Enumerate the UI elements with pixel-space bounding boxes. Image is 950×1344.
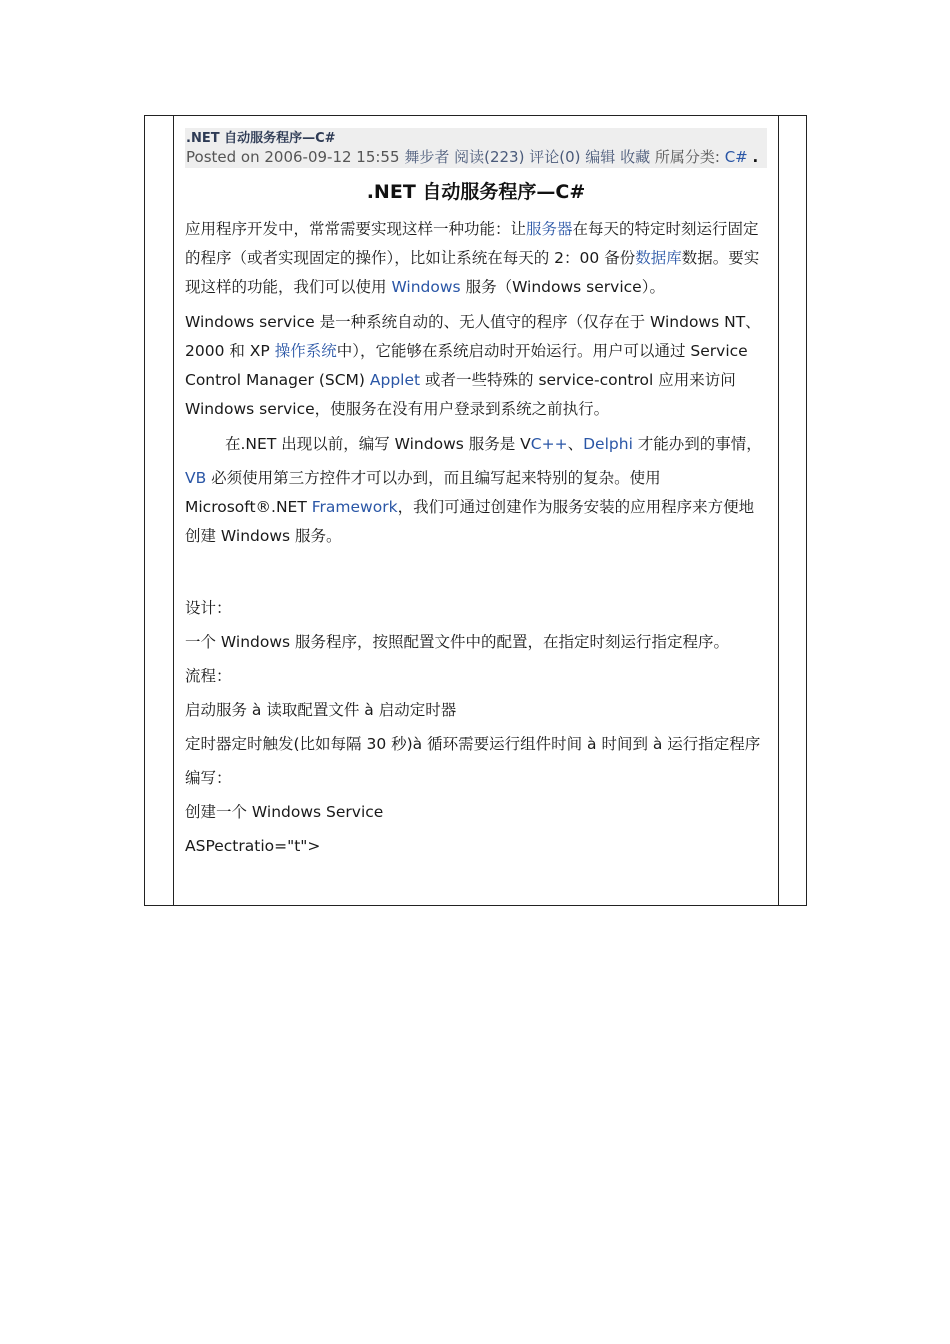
post-meta (186, 147, 765, 167)
link-applet[interactable]: Applet (369, 371, 421, 389)
text: 在每天的特定时刻运行固定的程序（或者实现固定的操作），比如让系统在每天的 2：00 备份 (185, 220, 759, 267)
category-label: 所属分类: (654, 148, 720, 166)
post-title-link[interactable]: .NET 自动服务程序—C# (186, 131, 336, 146)
post-header (185, 128, 767, 168)
text: ，我们可通过创建作为服务安装的应用程序来方便地创建 Windows 服务。 (185, 498, 755, 545)
paragraph-2 (185, 308, 767, 424)
spacer (185, 551, 767, 589)
article-frame (144, 115, 807, 906)
link-delphi[interactable]: Delphi (583, 435, 633, 453)
flow-step-2: 定时器定时触发(比如每隔 30 秒)à 循环需要运行组件时间 à 时间到 à 运行指定程序 (185, 735, 761, 753)
design-text: 一个 Windows 服务程序，按照配置文件中的配置，在指定时刻运行指定程序。 (185, 633, 730, 651)
text: Windows service 是一种系统自动的、无人值守的程序（仅存在于 Windows NT、2000 和 XP (185, 313, 761, 360)
right-column-divider (778, 116, 779, 905)
paragraph-1 (185, 215, 767, 302)
text: 数据。要实现这样的功能，我们可以使用 (185, 249, 760, 296)
code-text: ASPectratio="t"> (185, 837, 321, 855)
text: 服务（Windows service）。 (460, 278, 665, 296)
text: 中），它能够在系统启动时开始运行。用户可以通过 Service Control Manager (SCM) (185, 342, 748, 389)
write-label: 编写： (185, 769, 232, 787)
text: 、 (567, 435, 584, 453)
text: 才能办到的事情， (632, 435, 762, 453)
posted-on: Posted on 2006-09-12 15:55 (186, 148, 400, 166)
text: 在.NET 出现以前，编写 Windows 服务是 V (225, 435, 531, 453)
article-heading: .NET 自动服务程序—C# (366, 181, 586, 203)
text: 必须使用第三方控件才可以办到，而且编写起来特别的复杂。使用 Microsoft®.NET (185, 469, 661, 516)
link-database[interactable]: 数据库 (635, 249, 682, 267)
flow-label: 流程： (185, 667, 232, 685)
text: 或者一些特殊的 service-control 应用来访问 Windows service，使服务在没有用户登录到系统之前执行。 (185, 371, 736, 418)
link-cpp[interactable]: C++ (530, 435, 568, 453)
flow-step-1: 启动服务 à 读取配置文件 à 启动定时器 (185, 701, 457, 719)
author-link[interactable]: 舞步者 (404, 148, 450, 166)
design-label: 设计： (185, 599, 232, 617)
link-operating-system[interactable]: 操作系统 (274, 342, 337, 360)
link-framework[interactable]: Framework (311, 498, 398, 516)
write-text: 创建一个 Windows Service (185, 803, 384, 821)
comments-link[interactable]: 评论(0) (529, 148, 581, 166)
paragraph-3 (185, 430, 767, 459)
category-link[interactable]: C# (724, 148, 748, 166)
article-content (185, 128, 767, 861)
left-column-divider (173, 116, 174, 905)
favorite-link[interactable]: 收藏 (620, 148, 651, 166)
text: 应用程序开发中，常常需要实现这样一种功能：让 (185, 220, 527, 238)
link-vb[interactable]: VB (185, 469, 207, 487)
link-windows[interactable]: Windows (391, 278, 461, 296)
paragraph-4 (185, 464, 767, 551)
link-server[interactable]: 服务器 (526, 220, 573, 238)
reads-count: 阅读(223) (454, 148, 525, 166)
edit-link[interactable]: 编辑 (585, 148, 616, 166)
category-end: . (752, 148, 759, 166)
